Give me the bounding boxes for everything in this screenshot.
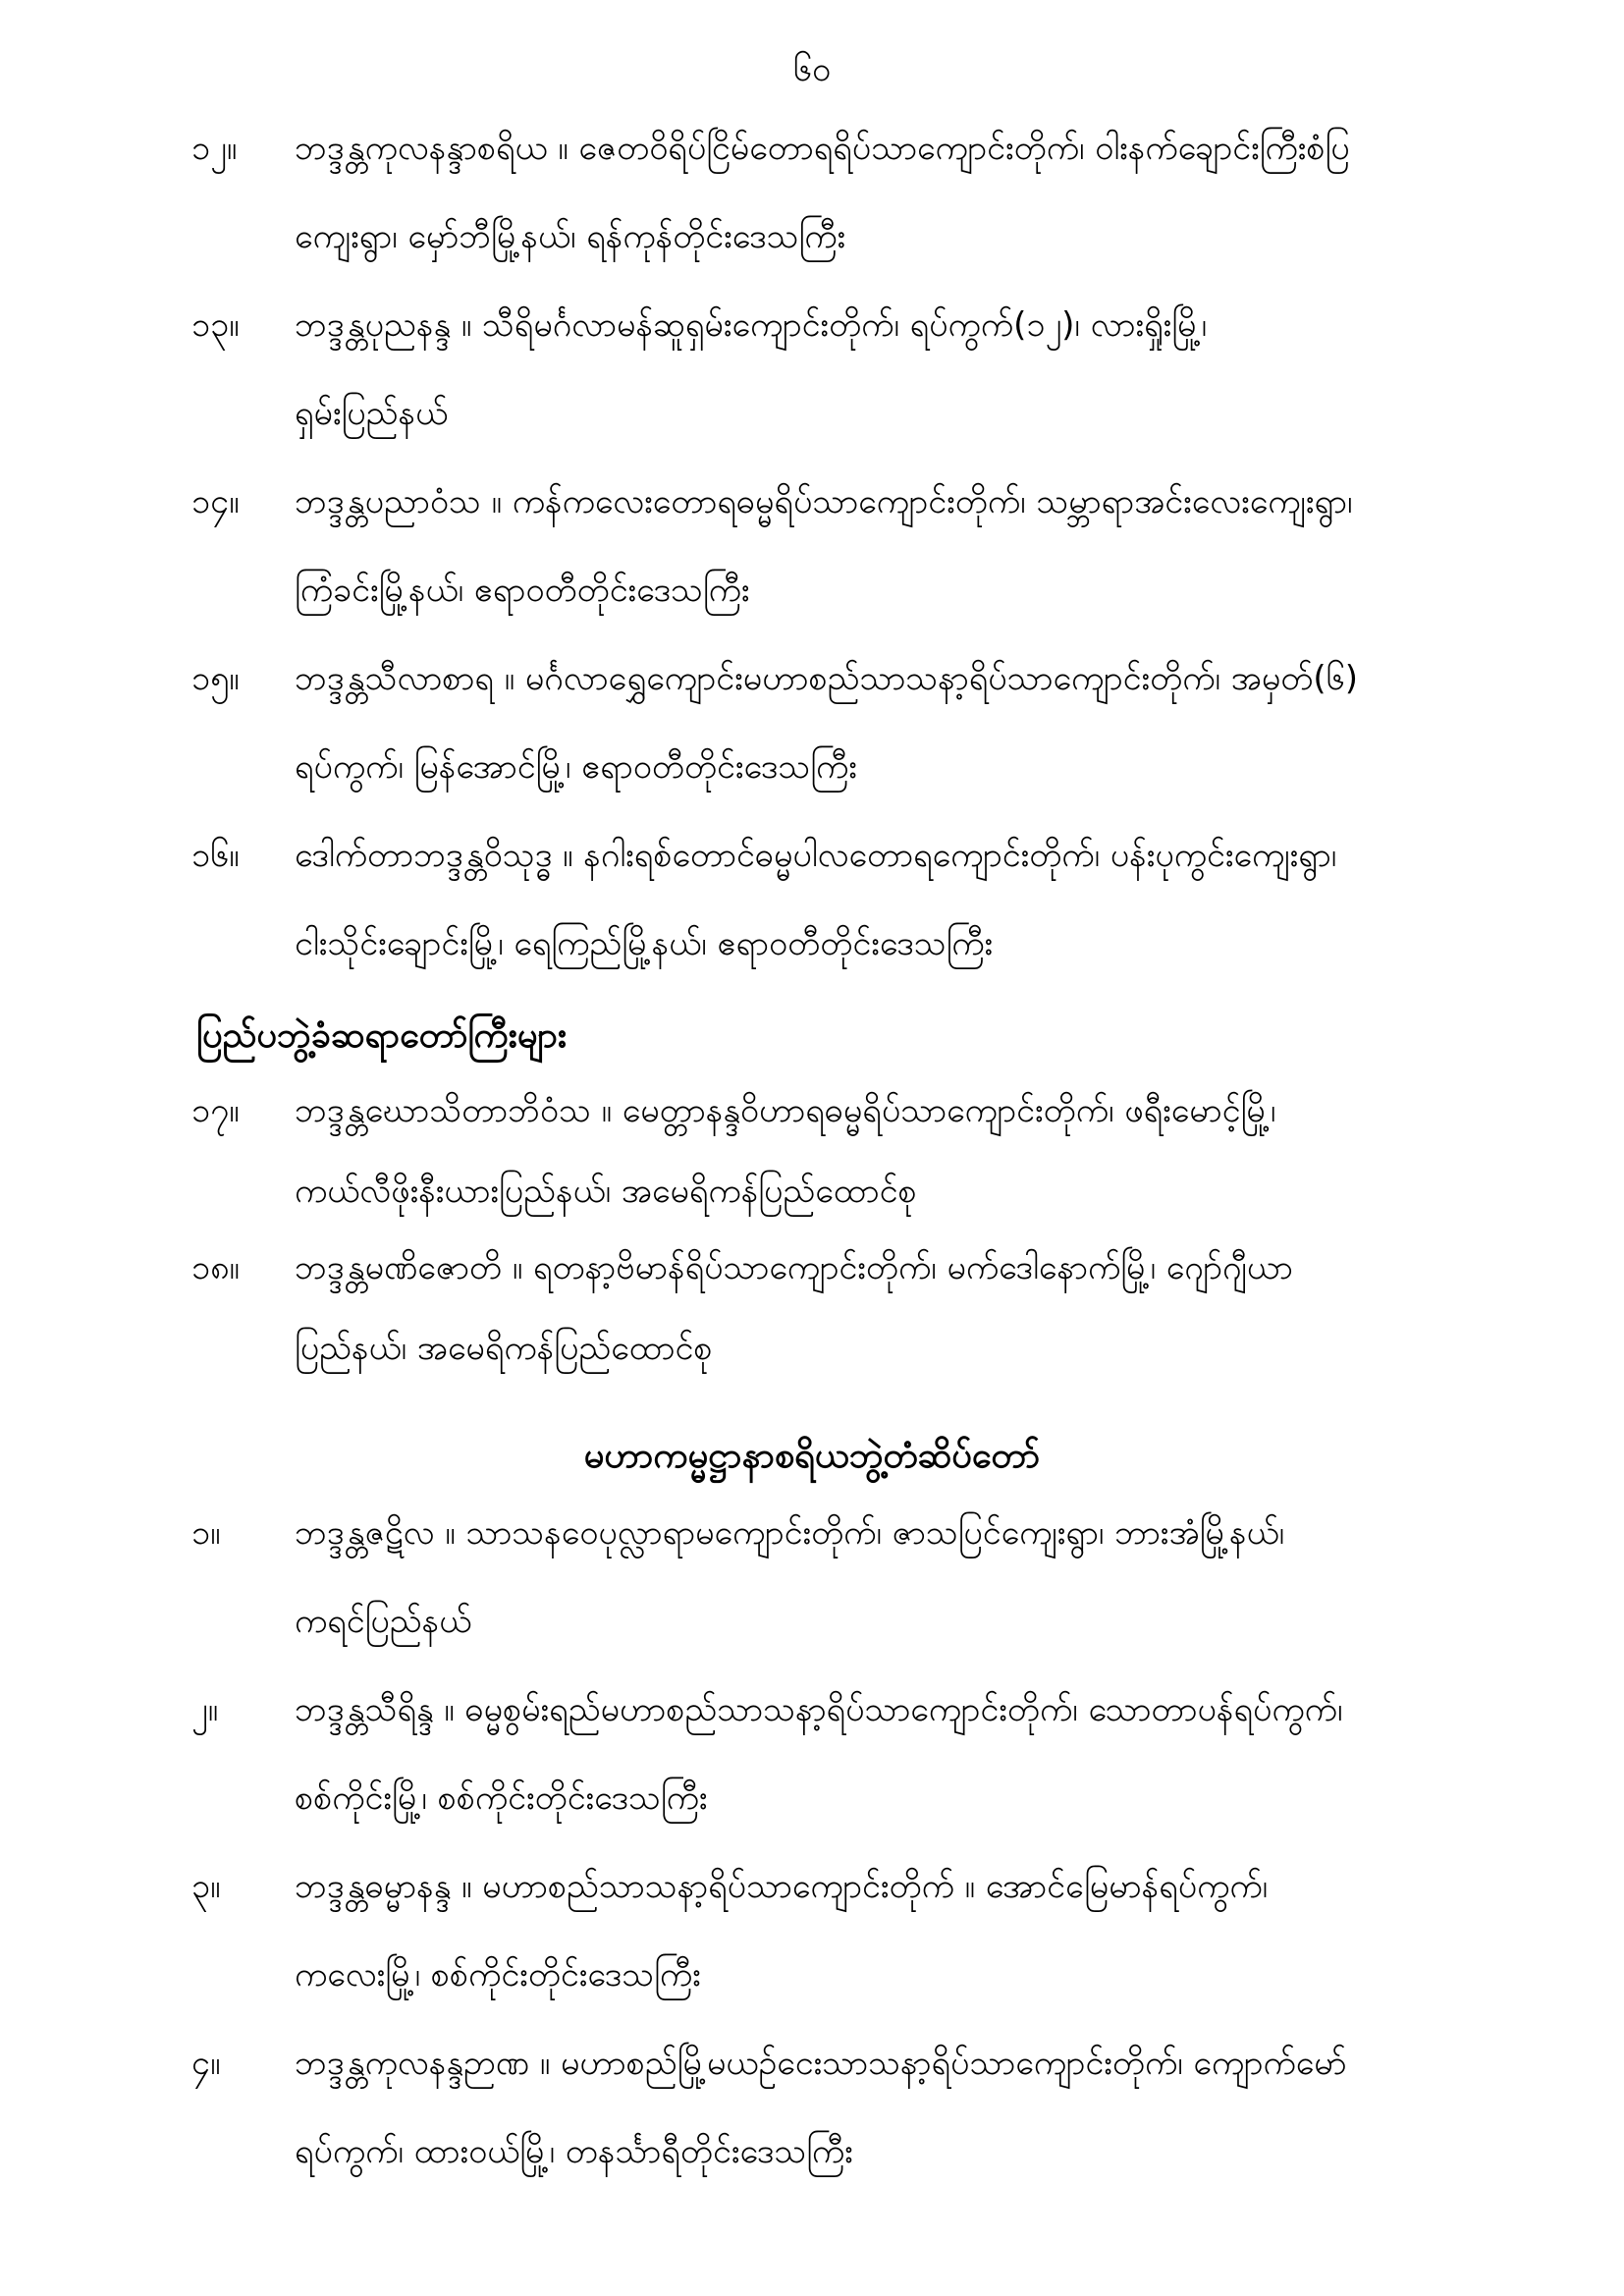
entry-number: ၄။ <box>191 2044 221 2083</box>
page-number: ၆၀ <box>792 50 832 89</box>
entry-text-line1: ဘဒ္ဒန္တမဏိဇောတိ ။ ရတနာ့ဗိမာန်ရိပ်သာကျောင်းတိုက်၊ မက်ဒေါနောက်မြို့၊ ဂျော်ဂျီယာ <box>295 1248 1293 1287</box>
entry-text-line2: ကျေးရွာ၊ မှော်ဘီမြို့နယ်၊ ရန်ကုန်တိုင်းဒေသကြီး <box>295 217 846 256</box>
title-heading: မဟာကမ္မဋ္ဌာနာစရိယဘွဲ့တံဆိပ်တော် <box>583 1436 1041 1476</box>
entry-text-line2: ကြံခင်းမြို့နယ်၊ ဧရာဝတီတိုင်းဒေသကြီး <box>295 571 750 610</box>
entry-text-line2: ကလေးမြို့၊ စစ်ကိုင်းတိုင်းဒေသကြီး <box>295 1955 701 1995</box>
entry-text-line2: ကယ်လီဖိုးနီးယားပြည်နယ်၊ အမေရိကန်ပြည်ထောင်စု <box>295 1172 917 1211</box>
entry-number: ၁၅။ <box>191 659 240 698</box>
entry-number: ၂။ <box>191 1690 218 1729</box>
entry-text-line1: ဘဒ္ဒန္တပညာဝံသ ။ ကန်ကလေးတောရဓမ္မရိပ်သာကျောင်းတိုက်၊ သမ္ဘာရာအင်းလေးကျေးရွာ၊ <box>295 482 1353 521</box>
entry-text-line1: ဘဒ္ဒန္တကုလနန္ဒဉာဏ ။ မဟာစည်မြို့မယဉ်ငေးသာသနာ့ရိပ်သာကျောင်းတိုက်၊ ကျောက်မော် <box>295 2044 1347 2083</box>
entry-text-line1: ဘဒ္ဒန္တဓမ္မာနန္ဒ ။ မဟာစည်သာသနာ့ရိပ်သာကျောင်းတိုက် ။ အောင်မြေမာန်ရပ်ကွက်၊ <box>295 1867 1269 1906</box>
section-heading: ပြည်ပဘွဲ့ခံဆရာတော်ကြီးများ <box>196 1015 568 1056</box>
entry-text-line2: ငါးသိုင်းချောင်းမြို့၊ ရေကြည်မြို့နယ်၊ ဧရာဝတီတိုင်းဒေသကြီး <box>295 924 994 963</box>
entry-text-line1: ဘဒ္ဒန္တဇဋိလ ။ သာသနဝေပုလ္လာရာမကျောင်းတိုက်၊ ဇာသပြင်ကျေးရွာ၊ ဘားအံမြို့နယ်၊ <box>295 1513 1285 1553</box>
entry-text-line2: ကရင်ပြည်နယ် <box>295 1602 472 1641</box>
entry-text-line2: ပြည်နယ်၊ အမေရိကန်ပြည်ထောင်စု <box>295 1329 713 1368</box>
entry-text-line2: ရပ်ကွက်၊ ထားဝယ်မြို့၊ တနင်္သာရီတိုင်းဒေသကြီး <box>295 2132 853 2171</box>
entry-number: ၁။ <box>191 1513 221 1553</box>
entry-text-line1: ဒေါက်တာဘဒ္ဒန္တဝိသုဒ္ဓ ။ နဂါးရစ်တောင်ဓမ္မပါလတောရကျောင်းတိုက်၊ ပန်းပုကွင်းကျေးရွာ၊ <box>295 836 1337 875</box>
entry-text-line1: ဘဒ္ဒန္တကုလနန္ဒာစရိယ ။ ဇေတဝိရိပ်ငြိမ်တောရရိပ်သာကျောင်းတိုက်၊ ဝါးနက်ချောင်းကြီးစံပြ <box>295 129 1350 168</box>
entry-number: ၁၄။ <box>191 482 240 521</box>
entry-number: ၁၆။ <box>191 836 240 875</box>
entry-number: ၁၇။ <box>191 1091 240 1130</box>
entry-text-line2: ရှမ်းပြည်နယ် <box>295 394 449 433</box>
entry-number: ၁၈။ <box>191 1248 240 1287</box>
entry-text-line2: ရပ်ကွက်၊ မြန်အောင်မြို့၊ ဧရာဝတီတိုင်းဒေသကြီး <box>295 747 857 787</box>
entry-text-line1: ဘဒ္ဒန္တသီရိန္ဒ ။ ဓမ္မစွမ်းရည်မဟာစည်သာသနာ့ရိပ်သာကျောင်းတိုက်၊ သောတာပန်ရပ်ကွက်၊ <box>295 1690 1343 1729</box>
entry-text-line2: စစ်ကိုင်းမြို့၊ စစ်ကိုင်းတိုင်းဒေသကြီး <box>295 1778 708 1818</box>
entry-text-line1: ဘဒ္ဒန္တပုညနန္ဒ ။ သီရိမင်္ဂလာမန်ဆူရှမ်းကျောင်းတိုက်၊ ရပ်ကွက်(၁၂)၊ လားရှိုးမြို့၊ <box>295 305 1208 345</box>
entry-number: ၁၃။ <box>191 305 240 345</box>
entry-number: ၁၂။ <box>191 129 238 168</box>
entry-text-line1: ဘဒ္ဒန္တသီလာစာရ ။ မင်္ဂလာရွှေကျောင်းမဟာစည်သာသနာ့ရိပ်သာကျောင်းတိုက်၊ အမှတ်(၆) <box>295 659 1359 698</box>
entry-text-line1: ဘဒ္ဒန္တဃောသိတာဘိဝံသ ။ မေတ္တာနန္ဒဝိဟာရဓမ္မရိပ်သာကျောင်းတိုက်၊ ဖရီးမောင့်မြို့၊ <box>295 1091 1276 1130</box>
entry-number: ၃။ <box>191 1867 221 1906</box>
